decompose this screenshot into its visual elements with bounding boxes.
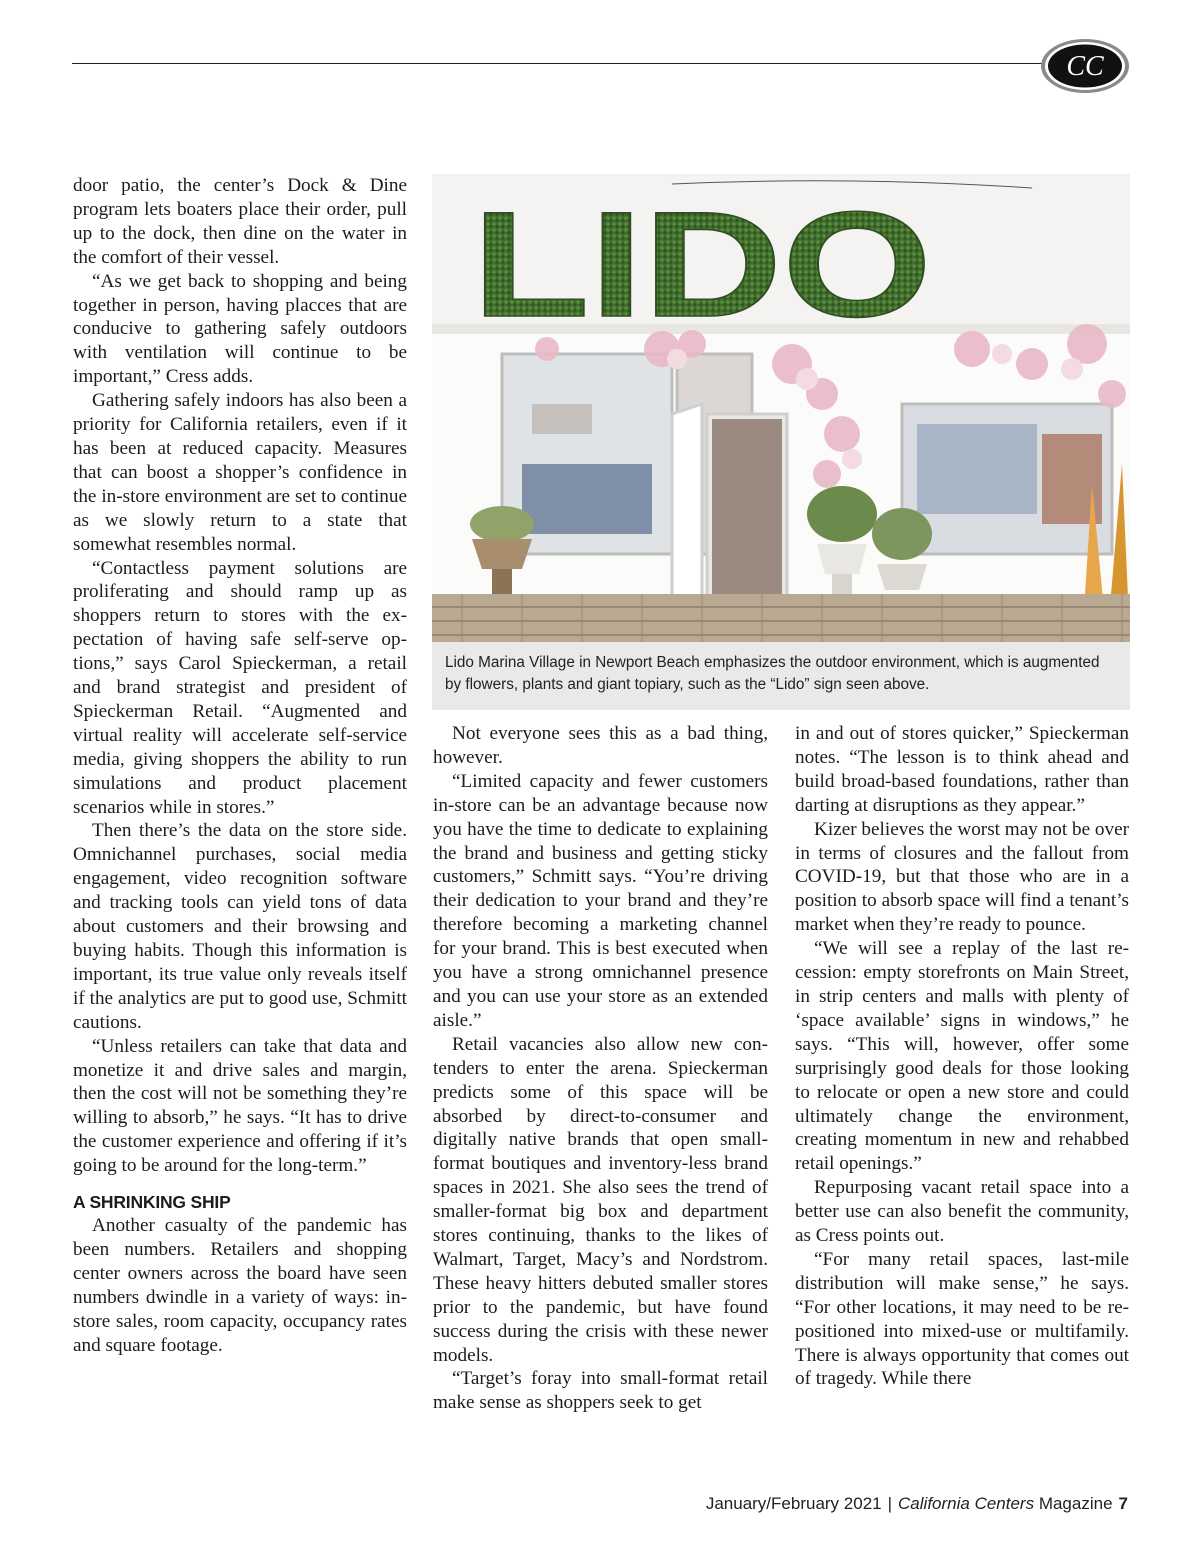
- issue-date: January/February 2021: [705, 1494, 882, 1513]
- page-footer: [706, 1494, 1128, 1514]
- column-1: [73, 174, 407, 1358]
- paragraph: “Contactless payment solutions are proliferating and should ramp up as shoppers return to stores with the expectation of having safe self-serve options,” says Carol Spieckerman, a retail and brand strategist and president of Spieckerman Retail. “Augmented and virtual reality will accelerate self-service media, giving shoppers the ability to run simulations and product placement scenarios while in stores.”: [73, 557, 407, 818]
- paragraph: Retail vacancies also allow new contenders to enter the arena. Spieckerman predicts some of this space will be absorbed by direct-to-consumer and digitally native brands that open small-format boutiques and inventory-less brand spaces in 2021. She also sees the trend of smaller-format big box and department stores continuing, thanks to the likes of Walmart, Target, Macy’s and Nordstrom. These heavy hitters debuted smaller stores prior to the pandemic, but have found success during the crisis with these newer models.: [433, 1033, 768, 1366]
- paragraph: Then there’s the data on the store side. Omnichannel purchases, social media engagement, video recognition software and tracking tools can yield tons of data about customers and their browsing and buying habits. Though this information is important, its true value only reveals itself if the analytics are put to good use, Schmitt cautions.: [73, 820, 407, 1033]
- paragraph: “Limited capacity and fewer customers in-store can be an advantage because now you have the time to dedicate to explaining the brand and business and getting sticky customers,” Schmitt says. “You’re driving their dedication to your brand and they’re therefore becoming a marketing channel for your brand. This is best executed when you have a strong omnichannel presence and you can use your store as an extended aisle.”: [433, 770, 768, 1031]
- section-heading: A SHRINKING SHIP: [73, 1192, 231, 1213]
- paragraph: “For many retail spaces, last-mile distribution will make sense,” he says. “For other locations, it may need to be re-positioned into mixed-use or multifamily. There is always opportunity that comes out of tragedy. While there: [795, 1248, 1129, 1390]
- lido-sign-text: LIDO: [472, 180, 932, 348]
- footer-separator: |: [887, 1494, 893, 1513]
- paragraph: door patio, the center’s Dock & Dine program lets boaters place their order, pull up to the dock, then dine on the water in the comfort of their vessel.: [73, 175, 407, 268]
- magazine-name-suffix: Magazine: [1034, 1494, 1113, 1513]
- photo-caption: Lido Marina Village in Newport Beach emphasizes the outdoor environment, which is augmented by flowers, plants and giant topiary, such as the “Lido” sign seen above.: [432, 642, 1130, 710]
- paragraph: “As we get back to shopping and being together in person, having placces that are conducive to gathering safely outdoors with ventilation will continue to be important,” Cress adds.: [73, 270, 407, 388]
- paragraph: “Target’s foray into small-format retail make sense as shoppers seek to get: [433, 1368, 768, 1414]
- column-2: [433, 722, 768, 1415]
- paragraph: “We will see a replay of the last recession: empty storefronts on Main Street, in strip centers and malls with plenty of ‘space available’ signs in windows,” he says. “This will, however, offer some surprisingly good deals for those looking to relocate or open a new store and could ultimately change the environment, creating momentum in new and rehabbed retail openings.”: [795, 938, 1129, 1175]
- column-3: [795, 722, 1129, 1391]
- paragraph: Kizer believes the worst may not be over in terms of closures and the fallout from COVID-19, but that those who are in a position to absorb space will find a tenant’s market when they’re ready to pounce.: [795, 818, 1129, 936]
- page-number: 7: [1118, 1494, 1128, 1513]
- paragraph: in and out of stores quicker,” Spieckerman notes. “The lesson is to think ahead and build broad-based foundations, rather than darting at disruptions as they appear.”: [795, 723, 1129, 816]
- magazine-name: California Centers: [898, 1494, 1035, 1513]
- paragraph: Gathering safely indoors has also been a priority for California retailers, even if it has been at reduced capacity. Measures that can boost a shopper’s confidence in the in-store environment are set to continue as we slowly return to a state that somewhat resembles normal.: [73, 390, 407, 555]
- paragraph: Repurposing vacant retail space into a better use can also benefit the community, as Cress points out.: [795, 1177, 1129, 1247]
- storefront-photo: [432, 174, 1130, 642]
- paragraph: “Unless retailers can take that data and monetize it and drive sales and margin, then the cost will not be something they’re willing to absorb,” he says. “It has to drive the customer experience and offering if it’s going to be around for the long-term.”: [73, 1035, 407, 1177]
- lido-storefront-illustration: [432, 174, 1130, 642]
- logo-text: CC: [1066, 51, 1104, 82]
- cc-logo: [1040, 38, 1130, 94]
- header-rule: [72, 63, 1044, 64]
- paragraph: Not everyone sees this as a bad thing, however.: [433, 723, 768, 768]
- paragraph: Another casualty of the pandemic has been numbers. Retailers and shopping center owners across the board have seen numbers dwindle in a variety of ways: in-store sales, room capacity, occupancy rates and square footage.: [73, 1215, 407, 1356]
